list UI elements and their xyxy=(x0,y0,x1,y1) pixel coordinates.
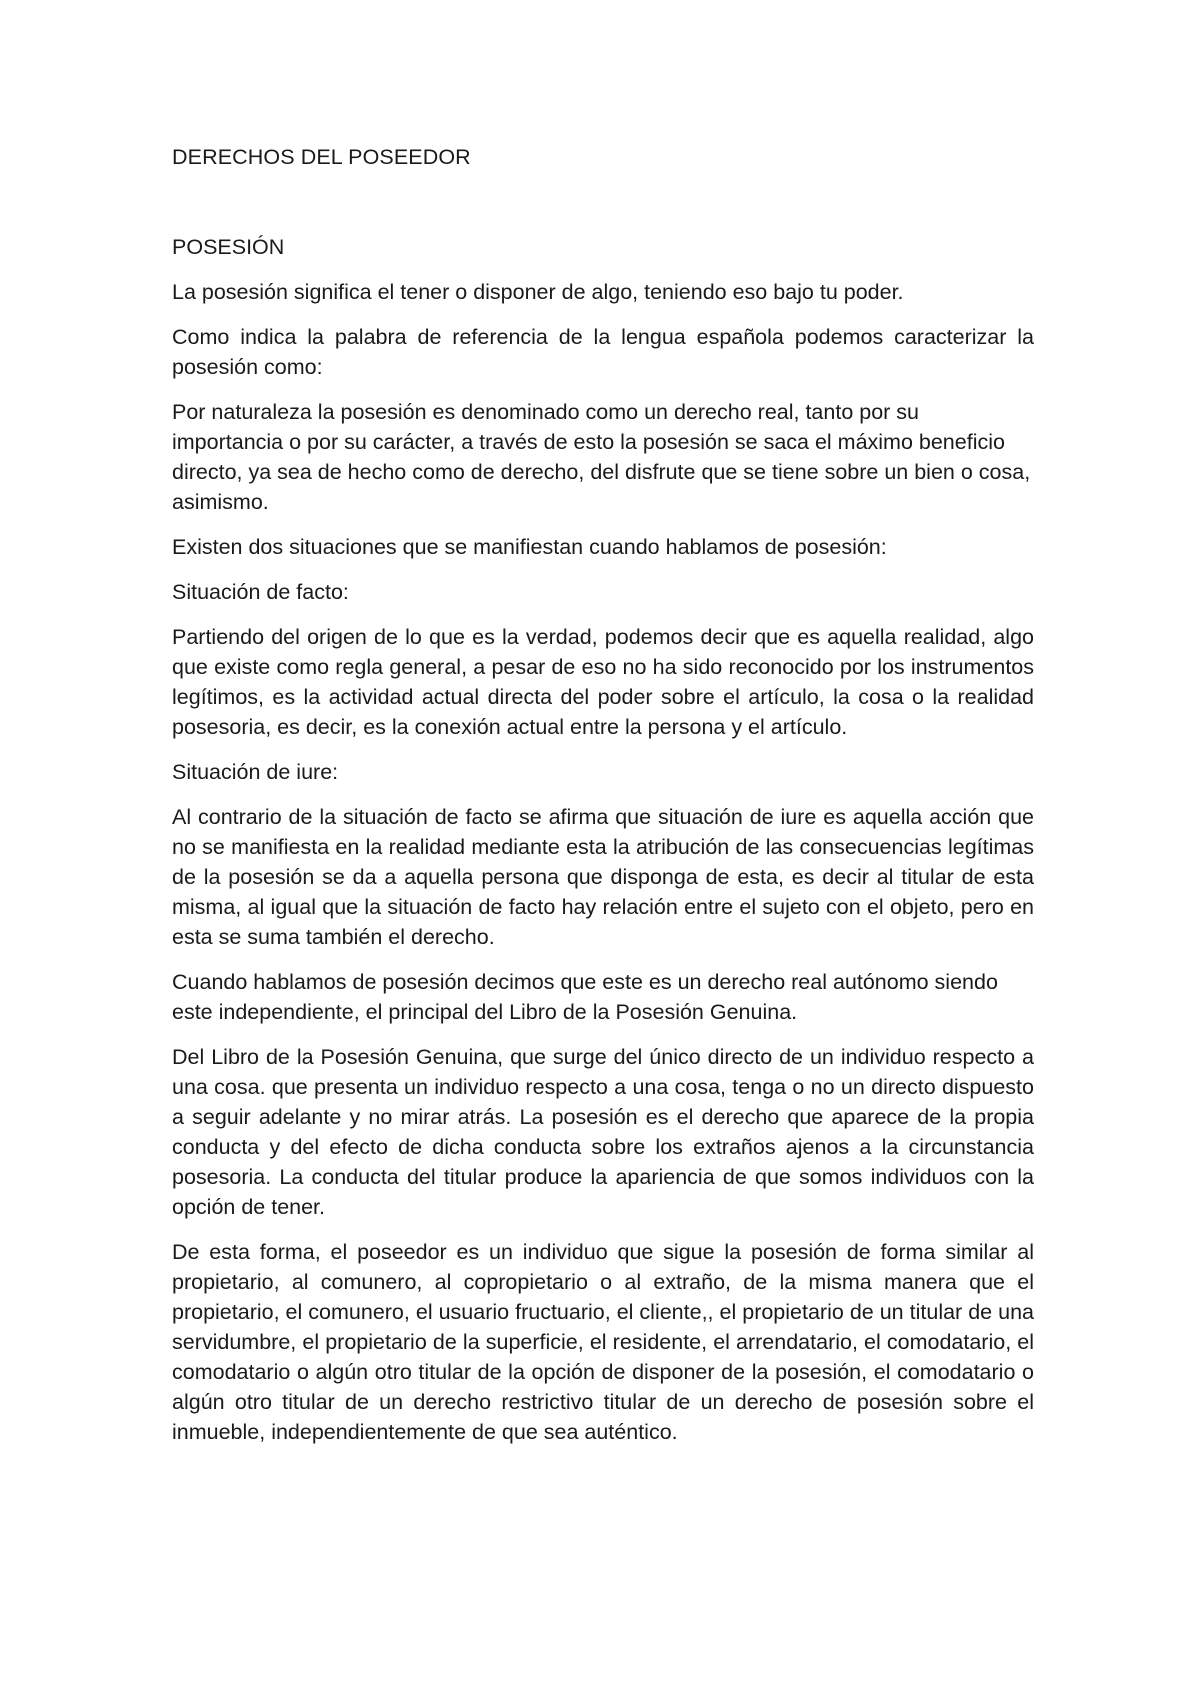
section-heading-posesion: POSESIÓN xyxy=(172,235,285,259)
document-page xyxy=(172,142,1034,1447)
paragraph-naturaleza: Por naturaleza la posesión es denominado como un derecho real, tanto por su importancia o por su carácter, a través de esto la posesión se saca el máximo beneficio directo, ya sea de hecho como de derecho, del disfrute que se tiene sobre un bien o cosa, asimismo. xyxy=(172,400,1031,514)
subheading-situacion-iure: Situación de iure: xyxy=(172,760,339,784)
subheading-situacion-facto: Situación de facto: xyxy=(172,580,349,604)
document-title: DERECHOS DEL POSEEDOR xyxy=(172,145,471,169)
paragraph-definition: La posesión significa el tener o disponer de algo, teniendo eso bajo tu poder. xyxy=(172,280,904,304)
paragraph-libro-posesion: Del Libro de la Posesión Genuina, que surge del único directo de un individuo respecto a una cosa. que presenta un individuo respecto a una cosa, tenga o no un directo dispuesto a seguir adelante y no mirar atrás. La posesión es el derecho que aparece de la propia conducta y del efecto de dicha conducta sobre los extraños ajenos a la circunstancia posesoria. La conducta del titular produce la apariencia de que somos individuos con la opción de tener. xyxy=(172,1045,1034,1219)
paragraph-caracterizacion: Como indica la palabra de referencia de la lengua española podemos caracterizar la posesión como: xyxy=(172,325,1034,379)
paragraph-dos-situaciones: Existen dos situaciones que se manifiestan cuando hablamos de posesión: xyxy=(172,535,887,559)
paragraph-derecho-autonomo: Cuando hablamos de posesión decimos que este es un derecho real autónomo siendo este independiente, el principal del Libro de la Posesión Genuina. xyxy=(172,970,998,1024)
paragraph-situacion-iure: Al contrario de la situación de facto se afirma que situación de iure es aquella acción que no se manifiesta en la realidad mediante esta la atribución de las consecuencias legítimas de la posesión se da a aquella persona que disponga de esta, es decir al titular de esta misma, al igual que la situación de facto hay relación entre el sujeto con el objeto, pero en esta se suma también el derecho. xyxy=(172,805,1034,949)
paragraph-poseedor: De esta forma, el poseedor es un individuo que sigue la posesión de forma similar al propietario, al comunero, al copropietario o al extraño, de la misma manera que el propietario, el comunero, el usuario fructuario, el cliente,, el propietario de un titular de una servidumbre, el propietario de la superficie, el residente, el arrendatario, el comodatario, el comodatario o algún otro titular de la opción de disponer de la posesión, el comodatario o algún otro titular de un derecho restrictivo titular de un derecho de posesión sobre el inmueble, independientemente de que sea auténtico. xyxy=(172,1240,1034,1444)
paragraph-situacion-facto: Partiendo del origen de lo que es la verdad, podemos decir que es aquella realidad, algo que existe como regla general, a pesar de eso no ha sido reconocido por los instrumentos legítimos, es la actividad actual directa del poder sobre el artículo, la cosa o la realidad posesoria, es decir, es la conexión actual entre la persona y el artículo. xyxy=(172,625,1034,739)
